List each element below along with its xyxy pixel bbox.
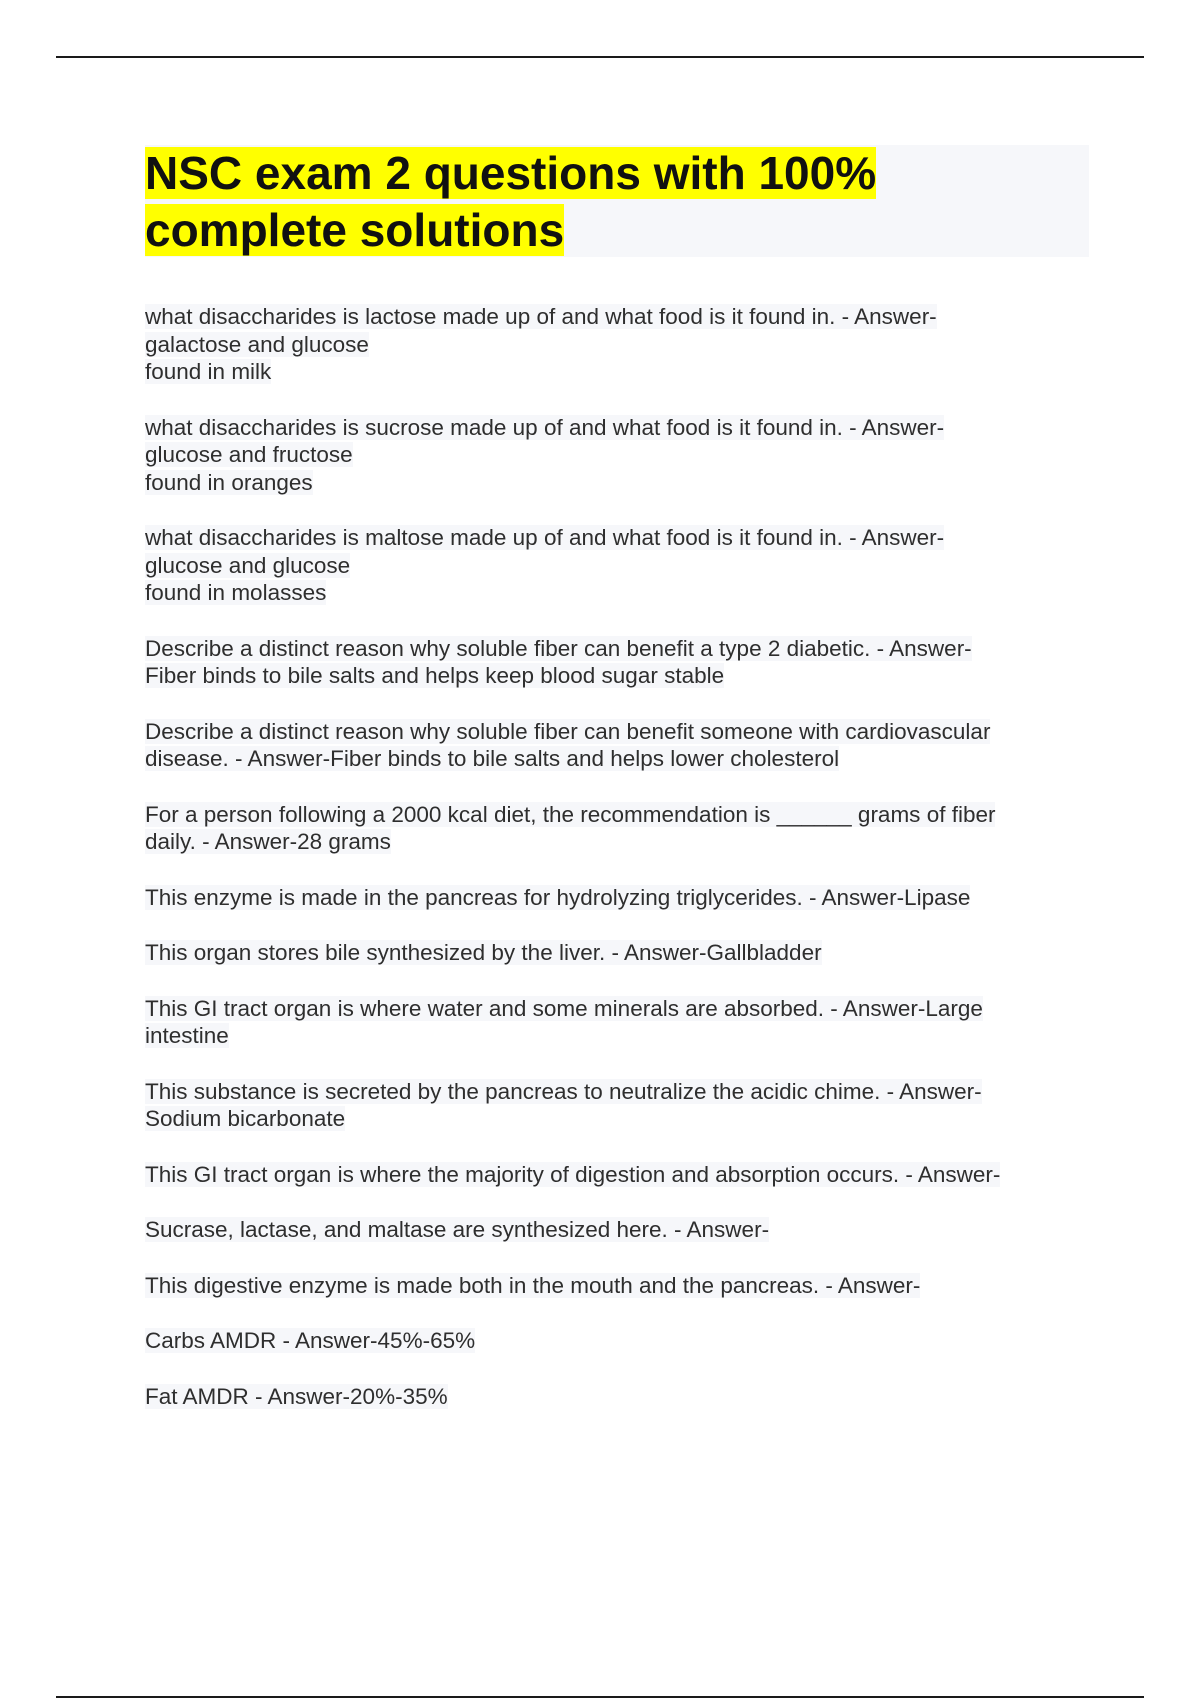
bottom-rule <box>56 1696 1144 1698</box>
qa-line: found in milk <box>145 359 272 384</box>
qa-item <box>145 801 1065 856</box>
qa-item <box>145 1272 1065 1300</box>
top-rule <box>56 56 1144 58</box>
qa-line: This organ stores bile synthesized by the liver. - Answer-Gallbladder <box>145 940 822 965</box>
qa-line: For a person following a 2000 kcal diet, the recommendation is ______ grams of fiber <box>145 801 996 827</box>
qa-line: This GI tract organ is where water and some minerals are absorbed. - Answer-Large <box>145 995 983 1021</box>
qa-line: disease. - Answer-Fiber binds to bile salts and helps lower cholesterol <box>145 746 840 771</box>
title-line-2: complete solutions <box>145 204 565 256</box>
qa-line: This enzyme is made in the pancreas for hydrolyzing triglycerides. - Answer-Lipase <box>145 884 971 910</box>
qa-item <box>145 939 1065 967</box>
qa-line: Sucrase, lactase, and maltase are synthesized here. - Answer- <box>145 1217 770 1242</box>
qa-item <box>145 524 1065 607</box>
qa-item <box>145 635 1065 690</box>
qa-item <box>145 1383 1065 1411</box>
qa-line: galactose and glucose <box>145 331 369 357</box>
qa-line: daily. - Answer-28 grams <box>145 829 391 854</box>
qa-line: Sodium bicarbonate <box>145 1106 346 1131</box>
qa-item <box>145 414 1065 497</box>
qa-line: This digestive enzyme is made both in the mouth and the pancreas. - Answer- <box>145 1272 921 1298</box>
title-block <box>145 145 1089 257</box>
qa-line: Fat AMDR - Answer-20%-35% <box>145 1383 448 1409</box>
document-title <box>145 145 1089 259</box>
qa-line: what disaccharides is sucrose made up of and what food is it found in. - Answer- <box>145 414 945 440</box>
qa-item <box>145 1327 1065 1355</box>
qa-item <box>145 303 1065 386</box>
qa-line: found in molasses <box>145 580 327 605</box>
qa-line: intestine <box>145 1023 229 1048</box>
qa-item <box>145 718 1065 773</box>
qa-item <box>145 995 1065 1050</box>
qa-line: Describe a distinct reason why soluble fiber can benefit a type 2 diabetic. - Answer- <box>145 635 972 661</box>
qa-line: Carbs AMDR - Answer-45%-65% <box>145 1328 476 1353</box>
qa-line: glucose and glucose <box>145 552 351 578</box>
title-line-1: NSC exam 2 questions with 100% <box>145 147 877 199</box>
qa-line: what disaccharides is maltose made up of and what food is it found in. - Answer- <box>145 525 945 550</box>
qa-line: what disaccharides is lactose made up of and what food is it found in. - Answer- <box>145 304 937 329</box>
qa-item <box>145 884 1065 912</box>
qa-item <box>145 1216 1065 1244</box>
qa-line: This substance is secreted by the pancreas to neutralize the acidic chime. - Answer- <box>145 1078 982 1104</box>
qa-item <box>145 1161 1065 1189</box>
qa-item <box>145 1078 1065 1133</box>
qa-line: Fiber binds to bile salts and helps keep blood sugar stable <box>145 663 725 688</box>
qa-list <box>145 303 1065 1438</box>
qa-line: glucose and fructose <box>145 442 353 467</box>
qa-line: This GI tract organ is where the majority of digestion and absorption occurs. - Answer- <box>145 1161 1001 1187</box>
qa-line: Describe a distinct reason why soluble fiber can benefit someone with cardiovascular <box>145 718 991 744</box>
qa-line: found in oranges <box>145 469 313 495</box>
